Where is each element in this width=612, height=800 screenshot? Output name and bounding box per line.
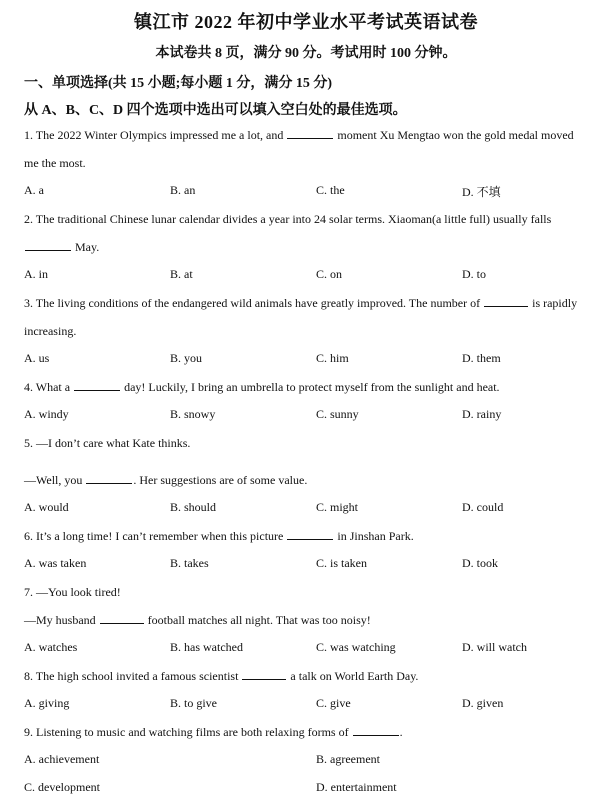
question-8-text-pre: 8. The high school invited a famous scientist	[24, 669, 239, 683]
option-b: B. to give	[170, 696, 217, 710]
option-b: B. snowy	[170, 407, 216, 421]
question-8-options	[24, 696, 604, 716]
question-8-text-post: a talk on World Earth Day.	[290, 669, 419, 683]
answer-blank	[86, 471, 132, 484]
option-a: A. windy	[24, 407, 69, 421]
question-4-options	[24, 407, 604, 427]
question-2-text-post: May.	[75, 240, 100, 254]
question-6-text-pre: 6. It’s a long time! I can’t remember when this picture	[24, 529, 284, 543]
question-5-line-1: 5. —I don’t care what Kate thinks.	[24, 436, 191, 450]
option-d: D. took	[462, 556, 498, 570]
question-3-line-1	[24, 289, 604, 317]
option-c: C. development	[24, 780, 100, 794]
option-b: B. an	[170, 183, 196, 197]
option-a: A. watches	[24, 640, 78, 654]
question-7-text-post: football matches all night. That was too noisy!	[147, 613, 371, 627]
question-4-text-pre: 4. What a	[24, 380, 71, 394]
question-6-line-1	[24, 522, 604, 550]
answer-blank	[484, 294, 528, 307]
option-c: C. the	[316, 183, 345, 197]
question-5-options	[24, 500, 604, 520]
option-a: A. giving	[24, 696, 70, 710]
answer-blank	[242, 667, 286, 680]
option-b: B. should	[170, 500, 217, 514]
question-1-text-post: moment Xu Mengtao won the gold medal moved	[337, 128, 574, 142]
question-2-options	[24, 267, 604, 287]
section-instruction: 从 A、B、C、D 四个选项中选出可以填入空白处的最佳选项。	[24, 103, 407, 118]
option-c: C. is taken	[316, 556, 367, 570]
question-1-options	[24, 183, 604, 203]
question-9-text-post: .	[399, 725, 403, 739]
question-5-text-post: . Her suggestions are of some value.	[133, 473, 308, 487]
option-b: B. you	[170, 351, 203, 365]
question-2-line-1: 2. The traditional Chinese lunar calendar divides a year into 24 solar terms. Xiaoman(a little full) usually falls	[24, 212, 552, 226]
option-a: A. was taken	[24, 556, 87, 570]
question-4-text-post: day! Luckily, I bring an umbrella to protect myself from the sunlight and heat.	[124, 380, 500, 394]
question-9-line-1	[24, 718, 604, 746]
option-c: C. him	[316, 351, 349, 365]
answer-blank	[100, 611, 144, 624]
option-c: C. on	[316, 267, 343, 281]
option-a: A. us	[24, 351, 50, 365]
question-1-line-1	[24, 121, 604, 149]
question-4-line-1	[24, 373, 604, 401]
question-9-text-pre: 9. Listening to music and watching films are both relaxing forms of	[24, 725, 349, 739]
question-7-line-1: 7. —You look tired!	[24, 585, 121, 599]
option-c: C. might	[316, 500, 359, 514]
option-a: A. would	[24, 500, 69, 514]
question-7-options	[24, 640, 604, 660]
answer-blank	[25, 238, 71, 251]
option-d: D. will watch	[462, 640, 527, 654]
option-d: D. them	[462, 351, 501, 365]
question-1-text-pre: 1. The 2022 Winter Olympics impressed me a lot, and	[24, 128, 284, 142]
option-a: A. a	[24, 183, 44, 197]
option-b: B. agreement	[316, 752, 380, 766]
question-3-line-2: increasing.	[24, 324, 77, 338]
question-3-text-pre: 3. The living conditions of the endangered wild animals have greatly improved. The number of	[24, 296, 481, 310]
option-d: D. given	[462, 696, 504, 710]
question-8-line-1	[24, 662, 604, 690]
option-d: D. entertainment	[316, 780, 397, 794]
question-5-line-2	[24, 466, 604, 494]
option-b: B. at	[170, 267, 193, 281]
option-a: A. achievement	[24, 752, 100, 766]
option-b: B. has watched	[170, 640, 243, 654]
question-6-options	[24, 556, 604, 576]
question-3-options	[24, 351, 604, 371]
answer-blank	[74, 378, 120, 391]
question-3-text-post: is rapidly	[532, 296, 578, 310]
question-9-options-row-2	[24, 780, 604, 800]
option-c: C. was watching	[316, 640, 396, 654]
answer-blank	[353, 723, 399, 736]
exam-subtitle: 本试卷共 8 页，满分 90 分。考试用时 100 分钟。	[155, 46, 457, 61]
answer-blank	[287, 126, 333, 139]
option-c: C. give	[316, 696, 351, 710]
answer-blank	[287, 527, 333, 540]
exam-title: 镇江市 2022 年初中学业水平考试英语试卷	[134, 12, 478, 32]
option-d: D. 不填	[462, 185, 501, 199]
question-5-text-pre: —Well, you	[24, 473, 83, 487]
question-2-line-2	[24, 233, 604, 261]
option-a: A. in	[24, 267, 48, 281]
question-9-options-row-1	[24, 752, 604, 772]
question-7-text-pre: —My husband	[24, 613, 96, 627]
option-d: D. rainy	[462, 407, 502, 421]
question-7-line-2	[24, 606, 604, 634]
option-b: B. takes	[170, 556, 209, 570]
question-1-line-2: me the most.	[24, 156, 86, 170]
section-title: 一、单项选择(共 15 小题;每小题 1 分，满分 15 分)	[24, 76, 332, 91]
question-6-text-post: in Jinshan Park.	[337, 529, 414, 543]
option-d: D. could	[462, 500, 504, 514]
option-c: C. sunny	[316, 407, 359, 421]
option-d: D. to	[462, 267, 486, 281]
